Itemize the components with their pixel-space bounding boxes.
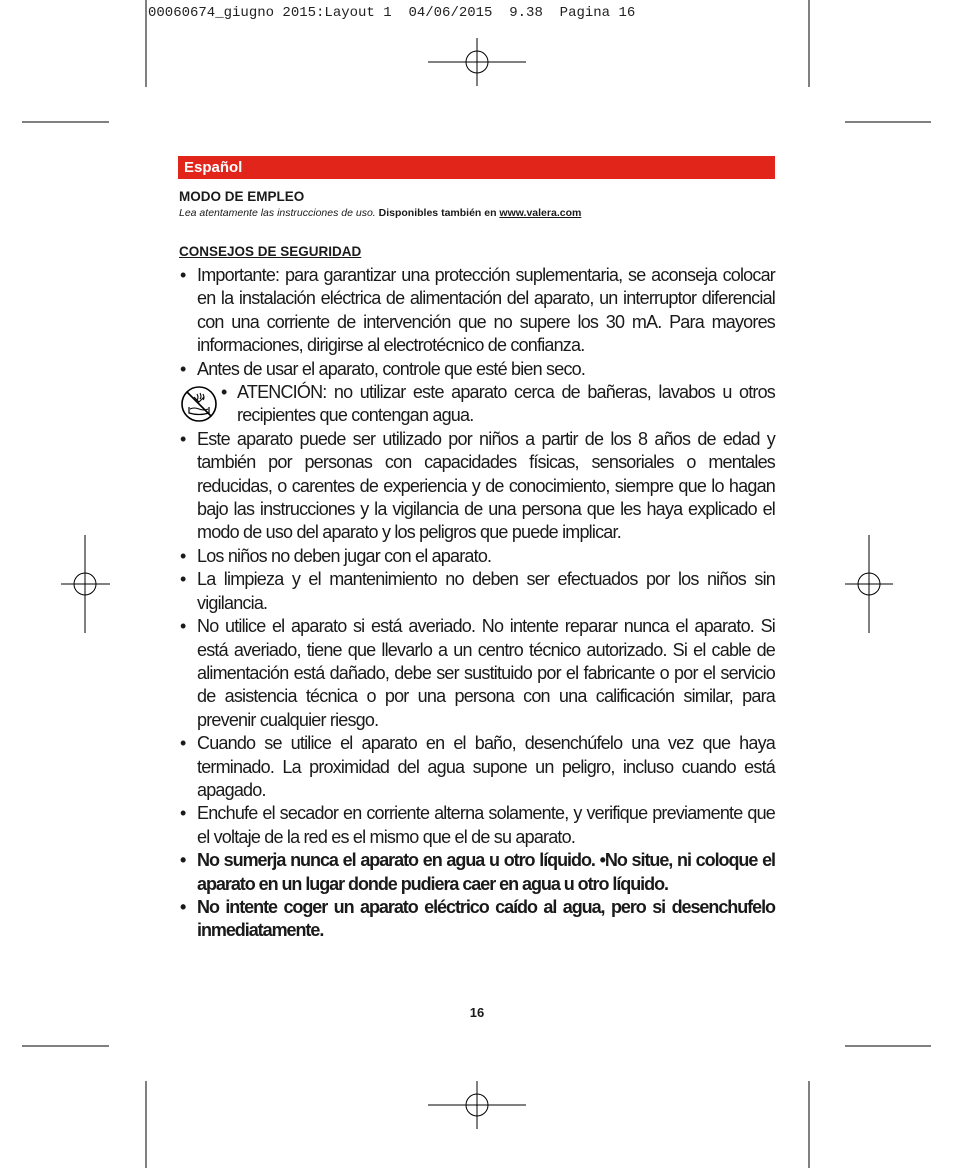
safety-item-text: Antes de usar el aparato, controle que esté bien seco. bbox=[197, 358, 586, 379]
bullet: • bbox=[180, 569, 186, 590]
bullet: • bbox=[221, 382, 227, 403]
page-number: 16 bbox=[469, 1005, 485, 1020]
safety-item-text: Los niños no deben jugar con el aparato. bbox=[197, 545, 492, 566]
safety-item bbox=[180, 428, 775, 545]
safety-item-bold bbox=[180, 849, 775, 896]
safety-item-text: La limpieza y el mantenimiento no deben ser efectuados por los niños sin vigilancia. bbox=[197, 569, 775, 613]
safety-item-text: Cuando se utilice el aparato en el baño, desenchúfelo una vez que haya terminado. La proximidad del agua supone un peligro, incluso cuando está apagado. bbox=[197, 733, 775, 800]
website-link[interactable]: www.valera.com bbox=[499, 207, 582, 219]
bullet: • bbox=[180, 616, 186, 637]
registration-mark-left bbox=[61, 535, 110, 633]
safety-item-text: ATENCIÓN: no utilizar este aparato cerca de bañeras, lavabos u otros recipientes que contengan agua. bbox=[237, 382, 775, 426]
bullet: • bbox=[180, 850, 186, 871]
safety-item-text: No intente coger un aparato eléctrico caído al agua, pero si desenchufelo inmediatamente. bbox=[197, 896, 775, 941]
safety-list bbox=[180, 264, 775, 943]
bullet: • bbox=[180, 358, 186, 379]
registration-mark-top bbox=[428, 38, 526, 86]
bullet: • bbox=[180, 733, 186, 754]
language-header-bar: Español bbox=[178, 156, 775, 179]
mode-of-use-title: MODO DE EMPLEO bbox=[179, 189, 305, 204]
registration-mark-bottom bbox=[428, 1081, 526, 1129]
no-water-warning-icon bbox=[180, 385, 218, 423]
safety-content bbox=[180, 264, 775, 943]
safety-item bbox=[180, 358, 775, 381]
safety-item-text: Enchufe el secador en corriente alterna solamente, y verifique previamente que el voltaje de la red es el mismo que el de su aparato. bbox=[197, 803, 775, 847]
safety-item-text: Importante: para garantizar una protección suplementaria, se aconseja colocar en la instalación eléctrica de alimentación del aparato, un interruptor diferencial con una corriente de intervención que no supere los 30 mA. Para mayores informaciones, dirigirse al electrotécnico de confianza. bbox=[197, 265, 775, 356]
instructions-note bbox=[179, 207, 581, 219]
safety-item-warning bbox=[180, 381, 775, 428]
safety-item-bold bbox=[180, 896, 775, 943]
bullet: • bbox=[180, 265, 186, 285]
bullet: • bbox=[180, 428, 186, 449]
registration-mark-right bbox=[845, 535, 893, 633]
safety-item bbox=[180, 545, 775, 568]
safety-item-text: No sumerja nunca el aparato en agua u otro líquido. •No situe, ni coloque el aparato en un lugar donde pudiera caer en agua u otro líquido. bbox=[197, 850, 775, 894]
print-slug: 00060674_giugno 2015:Layout 1 04/06/2015 9.38 Pagina 16 bbox=[148, 5, 636, 21]
safety-section-title: CONSEJOS DE SEGURIDAD bbox=[179, 244, 362, 259]
safety-item bbox=[180, 802, 775, 849]
bullet: • bbox=[180, 896, 186, 917]
bullet: • bbox=[180, 545, 186, 566]
safety-item-text: Este aparato puede ser utilizado por niños a partir de los 8 años de edad y también por personas con capacidades físicas, sensoriales o mentales reducidas, o carentes de experiencia y de conocimiento, siempre que lo hagan bajo las instrucciones y la vigilancia de una persona que les haya explicado el modo de uso del aparato y los peligros que puede implicar. bbox=[197, 428, 775, 543]
safety-item bbox=[180, 732, 775, 802]
safety-item-text: No utilice el aparato si está averiado. No intente reparar nunca el aparato. Si está averiado, tiene que llevarlo a un centro técnico autorizado. Si el cable de alimentación está dañado, debe ser sustituido por el fabricante o por el servicio de asistencia técnica o por una persona con una calificación similar, para prevenir cualquier riesgo. bbox=[197, 616, 775, 730]
safety-item bbox=[180, 264, 775, 358]
availability-text: Disponibles también en bbox=[378, 207, 497, 219]
safety-item bbox=[180, 568, 775, 615]
bullet: • bbox=[180, 803, 186, 824]
safety-item bbox=[180, 615, 775, 732]
read-instructions-text: Lea atentamente las instrucciones de uso. bbox=[179, 207, 376, 219]
